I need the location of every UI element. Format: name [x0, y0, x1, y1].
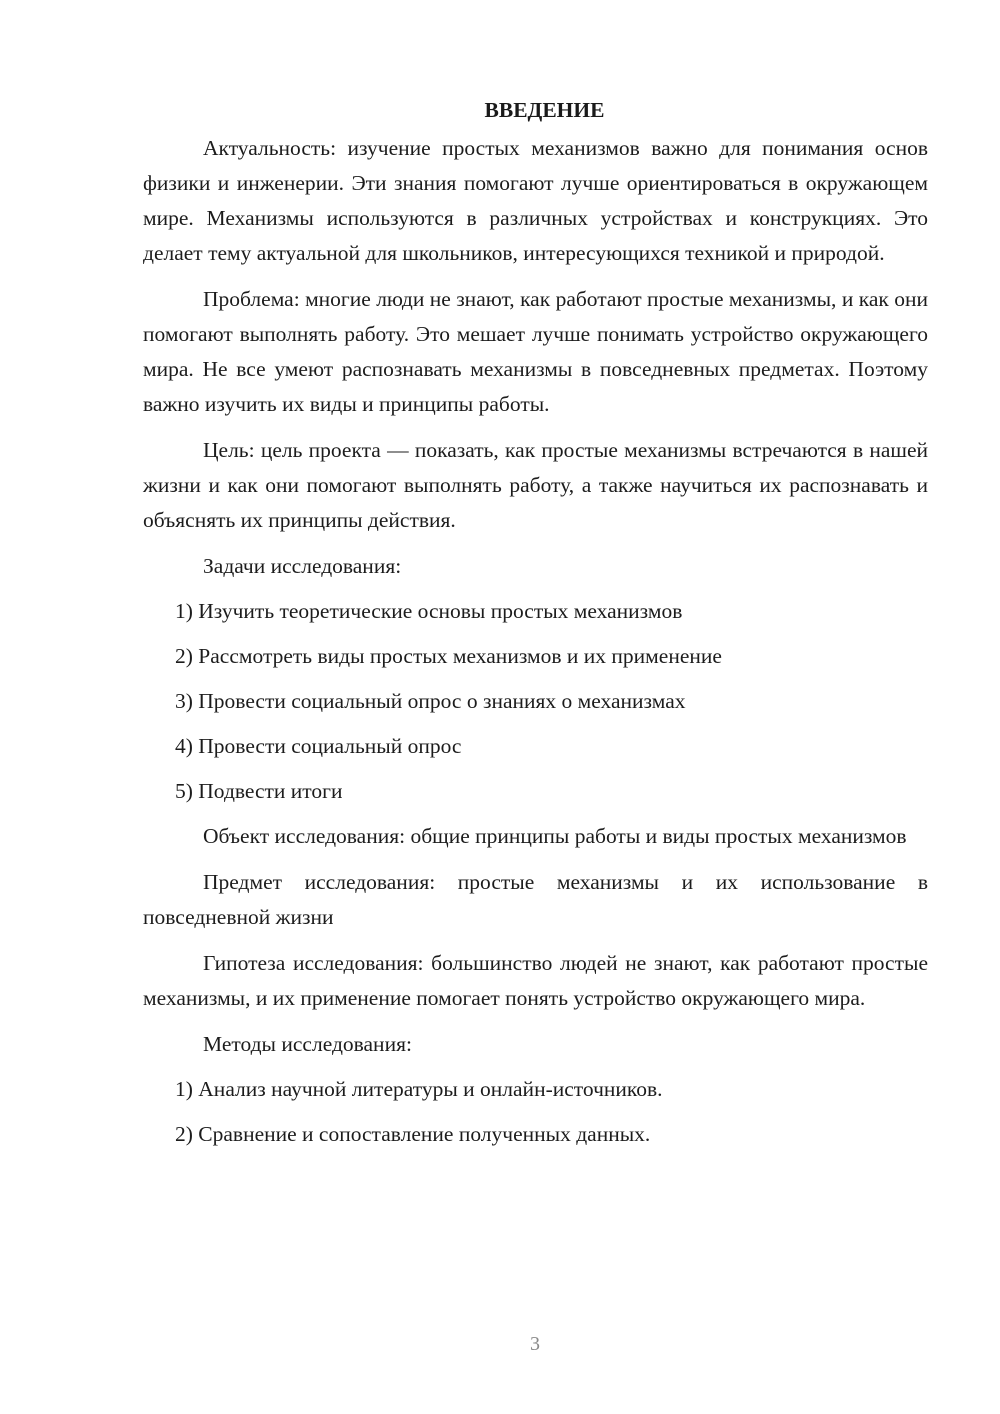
task-item-2: 2) Рассмотреть виды простых механизмов и их применение	[175, 644, 722, 668]
section-title: ВВЕДЕНИЕ	[484, 98, 605, 122]
task-item-3: 3) Провести социальный опрос о знаниях о механизмах	[175, 689, 686, 713]
task-item-4: 4) Провести социальный опрос	[175, 734, 462, 758]
method-item-2: 2) Сравнение и сопоставление полученных данных.	[175, 1122, 651, 1146]
goal-paragraph: Цель: цель проекта — показать, как простые механизмы встречаются в нашей жизни и как они помогают выполнять работу, а также научиться их распознавать и объяснять их принципы действия.	[143, 438, 928, 532]
subject-paragraph: Предмет исследования: простые механизмы и их использование в повседневной жизни	[143, 870, 928, 929]
hypothesis-paragraph: Гипотеза исследования: большинство людей не знают, как работают простые механизмы, и их применение помогает понять устройство окружающего мира.	[143, 951, 928, 1010]
page-number: 3	[530, 1333, 540, 1355]
object-paragraph: Объект исследования: общие принципы работы и виды простых механизмов	[203, 824, 907, 848]
task-item-5: 5) Подвести итоги	[175, 779, 343, 803]
page-content	[143, 96, 928, 1162]
method-item-1: 1) Анализ научной литературы и онлайн-источников.	[175, 1077, 663, 1101]
problem-paragraph: Проблема: многие люди не знают, как работают простые механизмы, и как они помогают выполнять работу. Это мешает лучше понимать устройство окружающего мира. Не все умеют распознавать механизмы в повседневных предметах. Поэтому важно изучить их виды и принципы работы.	[143, 287, 928, 416]
task-item-1: 1) Изучить теоретические основы простых механизмов	[175, 599, 683, 623]
methods-heading: Методы исследования:	[203, 1032, 412, 1056]
relevance-paragraph: Актуальность: изучение простых механизмов важно для понимания основ физики и инженерии. Эти знания помогают лучше ориентироваться в окружающем мире. Механизмы используются в различных устройствах и конструкциях. Это делает тему актуальной для школьников, интересующихся техникой и природой.	[143, 136, 928, 265]
tasks-heading: Задачи исследования:	[203, 554, 402, 578]
